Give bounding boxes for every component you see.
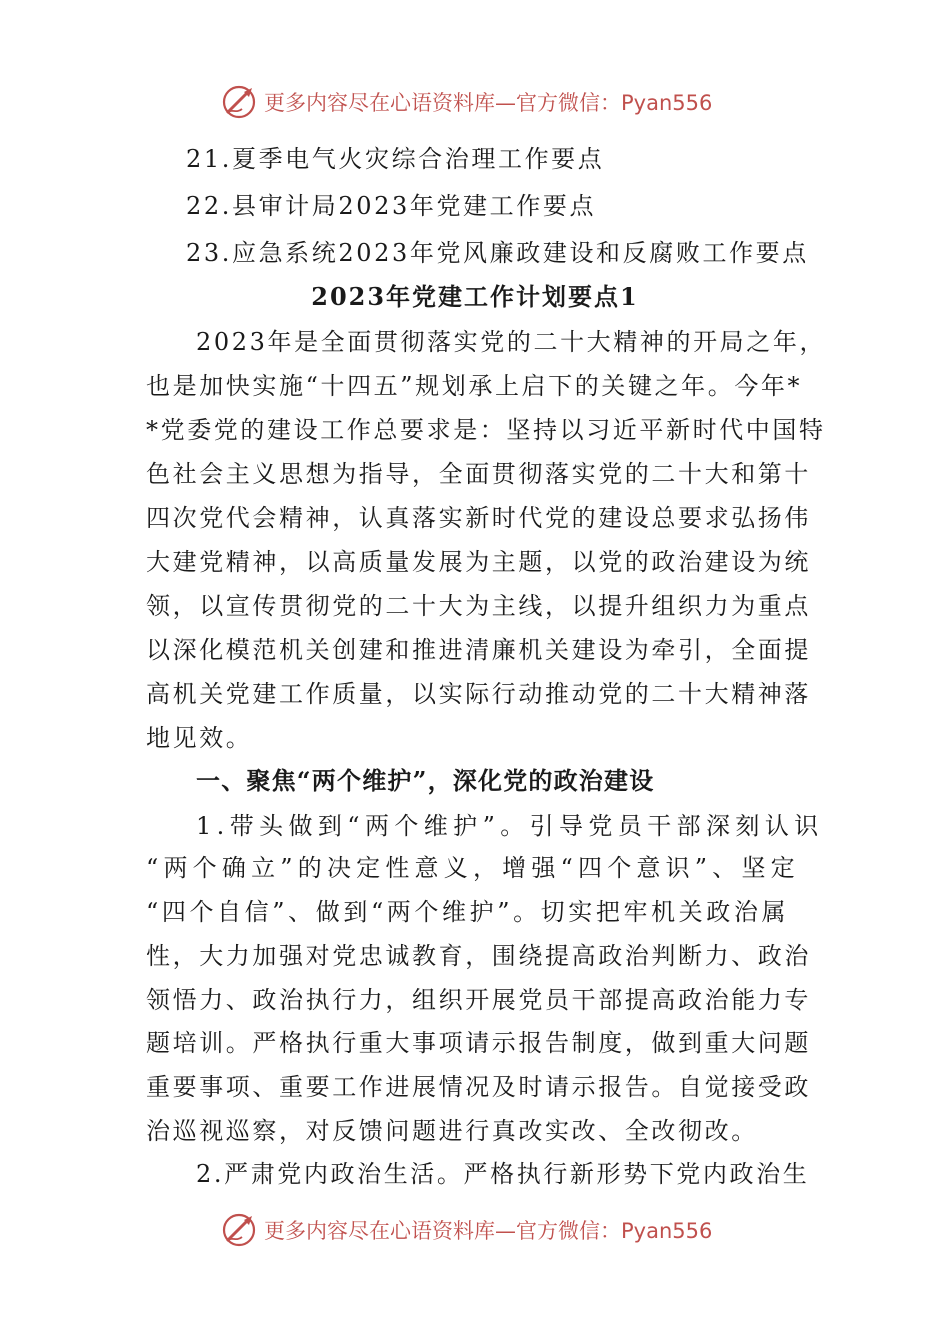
paragraph-line: 也是加快实施“十四五”规划承上启下的关键之年。今年* [146, 372, 803, 400]
paragraph-line: “四个自信”、做到“两个维护”。切实把牢机关政治属 [146, 898, 790, 926]
section-heading: 一、聚焦“两个维护”，深化党的政治建设 [196, 766, 655, 795]
paragraph-line: 治巡视巡察，对反馈问题进行真改实改、全改彻改。 [146, 1117, 758, 1145]
paragraph-line: *党委党的建设工作总要求是：坚持以习近平新时代中国特 [146, 416, 826, 444]
document-title: 2023年党建工作计划要点1 [311, 282, 639, 311]
list-item: 22.县审计局2023年党建工作要点 [186, 192, 597, 220]
pen-circle-logo-icon [222, 84, 258, 120]
paragraph-line: 2.严肃党内政治生活。严格执行新形势下党内政治生 [196, 1160, 810, 1188]
pen-circle-logo-icon [222, 1212, 258, 1248]
paragraph-line: 以深化模范机关创建和推进清廉机关建设为牵引，全面提 [146, 636, 811, 664]
watermark-text: 更多内容尽在心语资料库—官方微信：Pyan556 [264, 91, 713, 115]
paragraph-line: 领悟力、政治执行力，组织开展党员干部提高政治能力专 [146, 986, 811, 1014]
paragraph-line: 色社会主义思想为指导，全面贯彻落实党的二十大和第十 [146, 460, 811, 488]
paragraph-line: 地见效。 [146, 724, 253, 752]
paragraph-line: 1.带头做到“两个维护”。引导党员干部深刻认识 [196, 812, 824, 840]
paragraph-line: 题培训。严格执行重大事项请示报告制度，做到重大问题 [146, 1029, 811, 1057]
list-item: 23.应急系统2023年党风廉政建设和反腐败工作要点 [186, 239, 809, 267]
paragraph-line: 高机关党建工作质量，以实际行动推动党的二十大精神落 [146, 680, 811, 708]
paragraph-line: 性，大力加强对党忠诚教育，围绕提高政治判断力、政治 [146, 942, 811, 970]
paragraph-line: “两个确立”的决定性意义，增强“四个意识”、坚定 [146, 854, 800, 882]
watermark-text: 更多内容尽在心语资料库—官方微信：Pyan556 [264, 1219, 713, 1243]
paragraph-line: 四次党代会精神，认真落实新时代党的建设总要求弘扬伟 [146, 504, 811, 532]
paragraph-line: 重要事项、重要工作进展情况及时请示报告。自觉接受政 [146, 1073, 811, 1101]
paragraph-line: 大建党精神，以高质量发展为主题，以党的政治建设为统 [146, 548, 811, 576]
paragraph-line: 2023年是全面贯彻落实党的二十大精神的开局之年， [196, 328, 827, 356]
list-item: 21.夏季电气火灾综合治理工作要点 [186, 145, 605, 173]
watermark-banner-bottom [222, 1210, 742, 1250]
watermark-banner-top [222, 82, 742, 122]
paragraph-line: 领，以宣传贯彻党的二十大为主线，以提升组织力为重点 [146, 592, 811, 620]
